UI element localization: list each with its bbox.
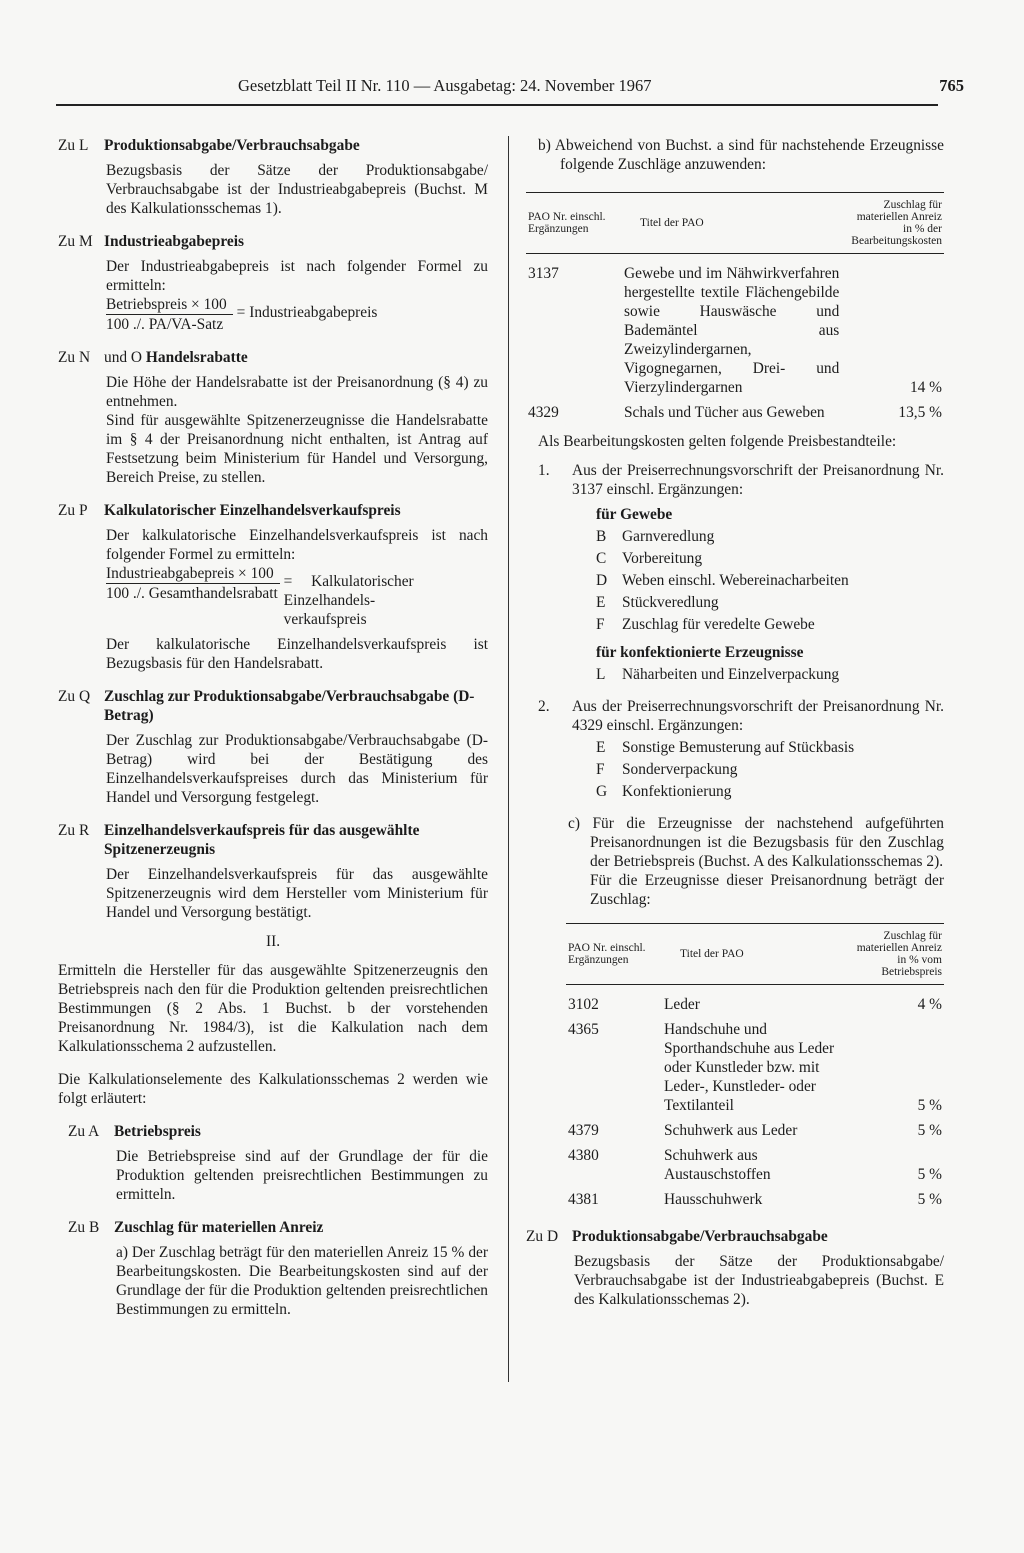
list-value: Näharbeiten und Einzelverpackung (622, 666, 840, 683)
list-key: C (596, 550, 607, 567)
table-header-nr: PAO Nr. einschl. Ergänzungen (528, 211, 606, 235)
section-heading: Einzelhandelsverkaufspreis für das ausgewählte Spitzenerzeugnis (104, 822, 420, 858)
left-column (58, 136, 488, 1319)
list-key: B (596, 528, 607, 545)
section-label: Zu D (526, 1228, 559, 1245)
list-value: Sonderverpackung (622, 761, 738, 778)
section-zu-n-o (58, 348, 488, 487)
list-item (596, 527, 944, 546)
list-key: F (596, 616, 605, 633)
formula-numerator: Industrieabgabepreis × 100 (106, 564, 280, 584)
section-text: Der Zuschlag zur Produktionsabgabe/Verbrauchsabgabe (D-Betrag) wird bei der Bestätigung des Einzelhandelsverkaufspreises durch das Ministerium für Handel und Versorgung festgelegt. (106, 732, 488, 806)
formula-numerator: Betriebspreis × 100 (106, 295, 233, 315)
section-text: Der Einzelhandelsverkaufspreis für das ausgewählte Spitzenerzeugnis wird dem Hersteller vom Ministerium für Handel und Versorgung bestätigt. (106, 866, 488, 921)
list-key: D (596, 572, 608, 589)
list-key: F (596, 761, 605, 778)
table-cell-nr: 4365 (568, 1021, 599, 1038)
table-cell-zuschlag: 14 % (909, 379, 942, 396)
section-text: Bezugsbasis der Sätze der Produktionsabgabe/ Verbrauchsabgabe ist der Industrieabgabepreis (Buchst. M des Kalkulationsschemas 1). (106, 162, 488, 217)
paragraph: Als Bearbeitungskosten gelten folgende Preisbestandteile: (538, 433, 897, 450)
table-cell-zuschlag: 5 % (917, 1122, 942, 1139)
section-zu-r (58, 821, 488, 922)
section-label: Zu L (58, 137, 89, 154)
table-cell-zuschlag: 13,5 % (898, 404, 942, 421)
section-heading: Betriebspreis (114, 1123, 201, 1140)
table-row (526, 262, 944, 401)
list-item (596, 615, 944, 634)
table-cell-title: Leder (664, 996, 700, 1013)
table-cell-zuschlag: 5 % (917, 1191, 942, 1208)
section-heading: Kalkulatorischer Einzelhandelsverkaufspreis (104, 502, 401, 519)
list-value: Zuschlag für veredelte Gewebe (622, 616, 815, 633)
section-zu-m (58, 232, 488, 334)
paragraph: Die Kalkulationselemente des Kalkulationsschemas 2 werden wie folgt erläutert: (58, 1071, 488, 1107)
list-item (596, 782, 944, 801)
list-value: Vorbereitung (622, 550, 703, 567)
table-cell-title: Handschuhe und Sporthandschuhe aus Leder oder Kunstleder bzw. mit Leder-, Kunstleder- oder Textilanteil (664, 1021, 835, 1114)
section-heading: Handelsrabatte (145, 349, 248, 366)
section-heading: Industrieabgabepreis (104, 233, 244, 250)
formula-result: = Kalkulatorischer Einzelhandels- verkaufspreis (283, 573, 414, 628)
table-cell-title: Schuhwerk aus Leder (664, 1122, 798, 1139)
list-number: 1. (538, 462, 550, 479)
list-value: Sonstige Bemusterung auf Stückbasis (622, 739, 855, 756)
paragraph-c: c) Für die Erzeugnisse der nachstehend aufgeführten Preisanordnungen ist die Bezugsbasis für den Zuschlag der Betriebspreis (Buchst. A des Kalkulationsschemas 2). (568, 815, 944, 870)
table-cell-title: Gewebe und im Nähwirkverfahren hergestellte textile Flächengebilde sowie Hauswäsche und Bademäntel aus Zweizylindergarnen, Vigognegarnen, Drei- und Vierzylindergarnen (624, 265, 840, 396)
table-row (566, 1188, 944, 1213)
group-heading: für konfektionierte Erzeugnisse (596, 644, 804, 661)
section-heading-prefix: und O (104, 349, 146, 366)
table-row (566, 1119, 944, 1144)
paragraph: Ermitteln die Hersteller für das ausgewählte Spitzenerzeugnis den Betriebspreis nach den für die Produktion geltenden preisrechtlichen Bestimmungen (§ 2 Abs. 1 Buchst. b der vorstehenden Preisanordnung Nr. 1984/3), ist die Kalkulation nach dem Kalkulationsschema 2 aufzustellen. (58, 962, 488, 1055)
table-row (566, 1018, 944, 1119)
list-value: Konfektionierung (622, 783, 732, 800)
list-item (596, 665, 944, 684)
section-heading: Zuschlag für materiellen Anreiz (114, 1219, 324, 1236)
table-cell-title: Hausschuhwerk (664, 1191, 763, 1208)
table-header-title: Titel der PAO (640, 217, 704, 229)
table-cell-zuschlag: 5 % (917, 1166, 942, 1183)
pao-table-1 (526, 192, 944, 426)
section-zu-d (526, 1227, 944, 1309)
section-text: Der kalkulatorische Einzelhandelsverkaufspreis ist Bezugsbasis für den Handelsrabatt. (106, 636, 488, 672)
table-header-zuschlag: Zuschlag für materiellen Anreiz in % der Bearbeitungskosten (851, 199, 942, 247)
formula-denominator: 100 ./. Gesamthandelsrabatt (106, 585, 278, 602)
section-numeral: II. (265, 933, 281, 950)
list-item (596, 549, 944, 568)
list-number: 2. (538, 698, 550, 715)
paragraph: Für die Erzeugnisse dieser Preisanordnung beträgt der Zuschlag: (590, 872, 944, 908)
table-header-zuschlag: Zuschlag für materiellen Anreiz in % vom Betriebspreis (856, 930, 942, 978)
list-value: Weben einschl. Webereinacharbeiten (622, 572, 849, 589)
formula-denominator: 100 ./. PA/VA-Satz (106, 316, 224, 333)
table-cell-nr: 4381 (568, 1191, 599, 1208)
formula (106, 295, 488, 334)
section-zu-q (58, 687, 488, 807)
list-key: G (596, 783, 608, 800)
list-value: Stückveredlung (622, 594, 719, 611)
list-key: L (596, 666, 606, 683)
section-zu-b (68, 1218, 488, 1319)
column-divider (508, 136, 509, 1382)
section-text: Bezugsbasis der Sätze der Produktionsabgabe/ Verbrauchsabgabe ist der Industrieabgabepreis (Buchst. E des Kalkulationsschemas 2). (574, 1253, 944, 1308)
page-number: 765 (939, 76, 964, 95)
table-row (566, 1144, 944, 1188)
section-zu-p (58, 501, 488, 673)
list-text: Aus der Preiserrechnungsvorschrift der Preisanordnung Nr. 4329 einschl. Ergänzungen: (572, 698, 944, 734)
group-heading: für Gewebe (596, 506, 673, 523)
section-text: Die Betriebspreise sind auf der Grundlage der für die Produktion geltenden preisrechtlichen Bestimmungen zu ermitteln. (116, 1148, 488, 1203)
section-text: Der kalkulatorische Einzelhandelsverkaufspreis ist nach folgender Formel zu ermitteln: (106, 527, 488, 563)
section-text: Die Höhe der Handelsrabatte ist der Preisanordnung (§ 4) zu entnehmen. (106, 374, 488, 410)
section-text: a) Der Zuschlag beträgt für den materiellen Anreiz 15 % der Bearbeitungskosten. Die Bearbeitungskosten sind auf der Grundlage der für die Produktion geltenden preisrechtlichen Bestimmungen zu ermitteln. (116, 1244, 488, 1318)
header-rule (56, 104, 938, 106)
section-zu-a (68, 1122, 488, 1204)
section-label: Zu M (58, 233, 93, 250)
header-title: Gesetzblatt Teil II Nr. 110 — Ausgabetag: 24. November 1967 (238, 76, 652, 95)
right-column (526, 136, 944, 1309)
section-text: Sind für ausgewählte Spitzenerzeugnisse die Handelsrabatte im § 4 der Preisanordnung nicht enthalten, ist Antrag auf Festsetzung beim Ministerium für Handel und Versorgung, Bereich Preise, zu stellen. (106, 412, 488, 486)
section-label: Zu R (58, 822, 90, 839)
list-item (596, 571, 944, 590)
section-heading: Produktionsabgabe/Verbrauchsabgabe (104, 137, 360, 154)
table-cell-nr: 4329 (528, 404, 559, 421)
table-row (566, 993, 944, 1018)
section-zu-l (58, 136, 488, 218)
section-label: Zu A (68, 1123, 100, 1140)
table-cell-zuschlag: 5 % (917, 1097, 942, 1114)
section-label: Zu Q (58, 688, 91, 705)
list-item-1 (538, 461, 944, 499)
section-label: Zu P (58, 502, 88, 519)
table-cell-nr: 3137 (528, 265, 559, 282)
formula (106, 564, 488, 629)
table-header-nr: PAO Nr. einschl. Ergänzungen (568, 942, 646, 966)
pao-table-2 (566, 923, 944, 1213)
section-heading: Produktionsabgabe/Verbrauchsabgabe (572, 1228, 828, 1245)
table-cell-title: Schuhwerk aus Austauschstoffen (664, 1147, 771, 1183)
formula-result: = Industrieabgabepreis (236, 304, 378, 321)
table-cell-nr: 3102 (568, 996, 599, 1013)
paragraph-b: b) Abweichend von Buchst. a sind für nachstehende Erzeugnisse folgende Zuschläge anzuwenden: (538, 137, 944, 173)
list-item (596, 738, 944, 757)
list-key: E (596, 594, 606, 611)
list-item (596, 760, 944, 779)
list-item (596, 593, 944, 612)
section-label: Zu B (68, 1219, 100, 1236)
list-value: Garnveredlung (622, 528, 715, 545)
table-cell-zuschlag: 4 % (917, 996, 942, 1013)
list-key: E (596, 739, 606, 756)
table-header-title: Titel der PAO (680, 948, 744, 960)
section-heading: Zuschlag zur Produktionsabgabe/Verbrauchsabgabe (D-Betrag) (104, 688, 475, 724)
list-item-2 (538, 697, 944, 735)
section-label: Zu N (58, 349, 91, 366)
table-row (526, 401, 944, 426)
table-cell-title: Schals und Tücher aus Geweben (624, 404, 825, 421)
table-cell-nr: 4379 (568, 1122, 599, 1139)
list-text: Aus der Preiserrechnungsvorschrift der Preisanordnung Nr. 3137 einschl. Ergänzungen: (572, 462, 944, 498)
table-cell-nr: 4380 (568, 1147, 599, 1164)
section-text: Der Industrieabgabepreis ist nach folgender Formel zu ermitteln: (106, 258, 488, 294)
